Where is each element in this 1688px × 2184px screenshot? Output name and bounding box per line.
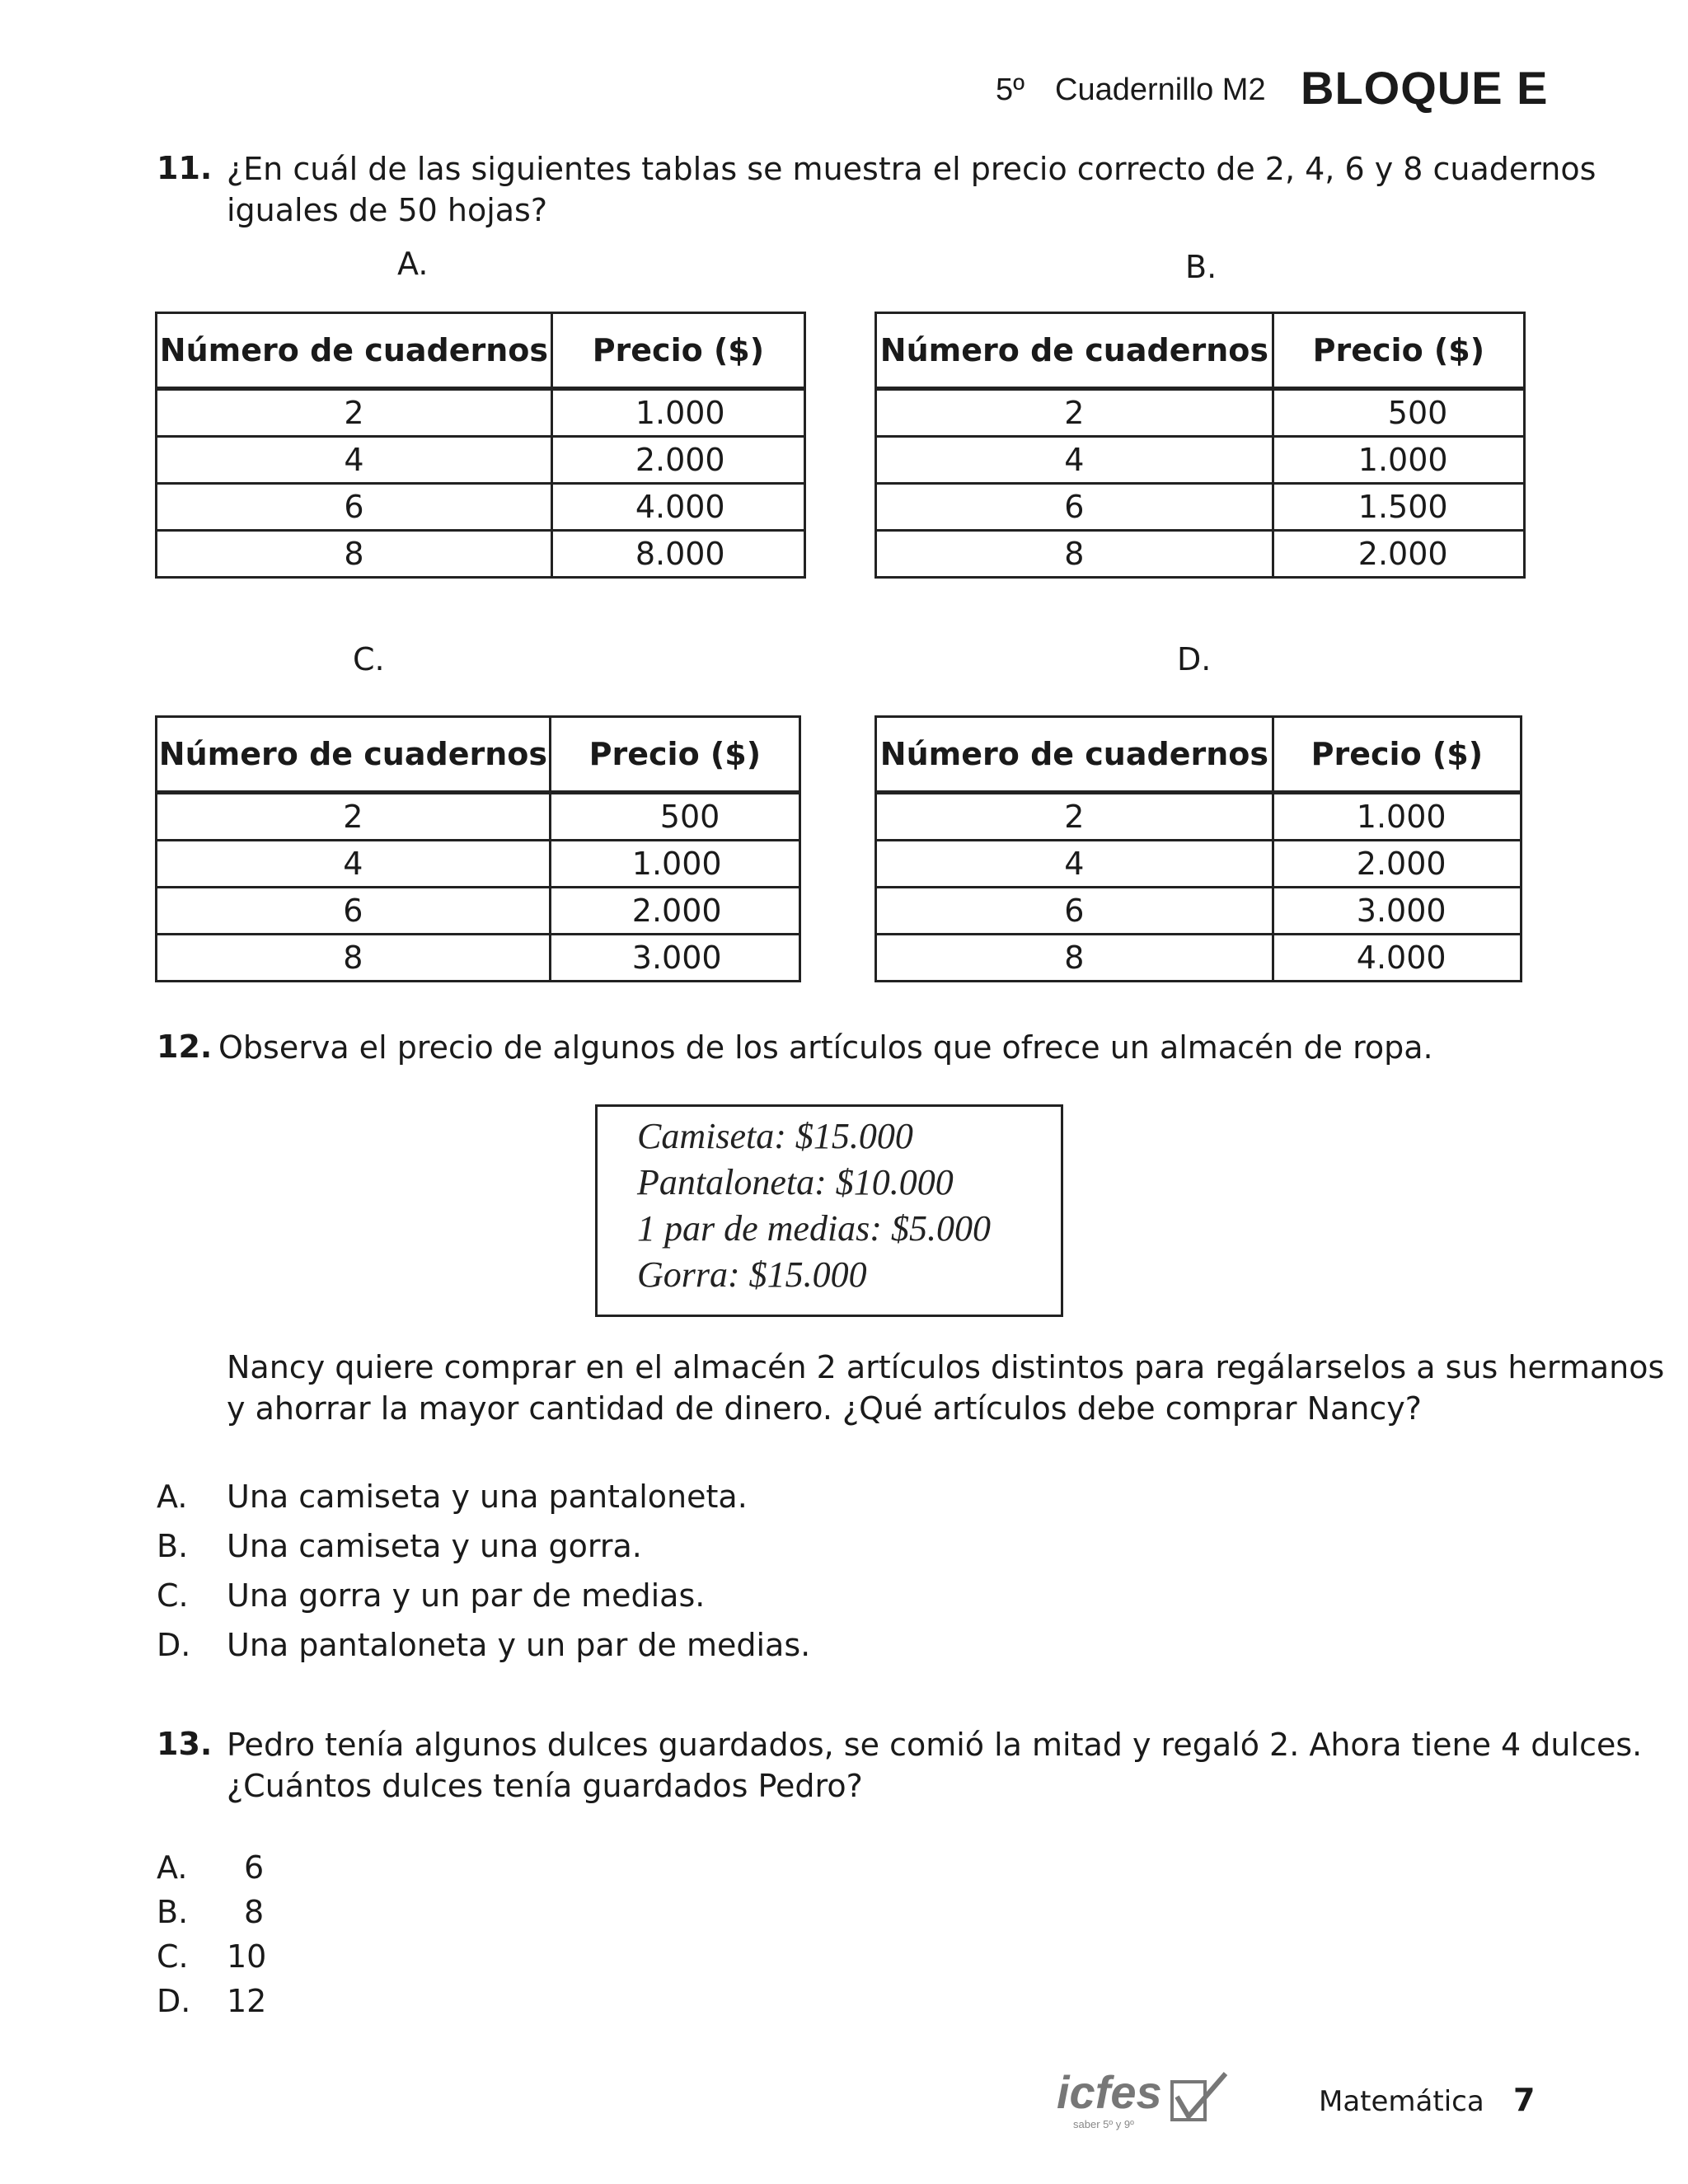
table-row	[157, 841, 800, 888]
price-cell: 1.000	[1273, 437, 1524, 484]
option-letter: C.	[157, 1938, 189, 1975]
qty-cell: 8	[157, 531, 552, 578]
table-row	[157, 935, 800, 982]
col-header-price: Precio ($)	[550, 717, 799, 793]
table-row	[876, 531, 1525, 578]
qty-cell: 8	[157, 935, 551, 982]
table-row	[157, 793, 800, 841]
option-letter: D.	[157, 1983, 191, 2019]
table-row	[876, 935, 1522, 982]
table-row	[876, 888, 1522, 935]
price-item: 1 par de medias: $5.000	[637, 1208, 991, 1249]
price-cell: 2.000	[1273, 531, 1524, 578]
price-cell: 8.000	[551, 531, 804, 578]
table-a-label: A.	[397, 246, 429, 282]
question-12-text-line1: Nancy quiere comprar en el almacén 2 artículos distintos para regálarselos a sus hermanos	[227, 1349, 1665, 1385]
checkmark-icon	[1177, 2074, 1226, 2116]
block-title: BLOQUE E	[1301, 62, 1549, 114]
price-cell: 1.000	[1273, 793, 1521, 841]
price-table-d	[874, 715, 1522, 982]
icfes-logo	[1057, 2067, 1230, 2135]
option-text: 10	[227, 1938, 267, 1975]
price-table-c	[155, 715, 801, 982]
table-row	[157, 389, 805, 437]
qty-cell: 8	[876, 531, 1273, 578]
option-text: Una camiseta y una pantaloneta.	[227, 1479, 748, 1515]
qty-cell: 6	[876, 888, 1273, 935]
price-cell: 4.000	[1273, 935, 1521, 982]
col-header-price: Precio ($)	[551, 313, 804, 389]
option-text: 12	[227, 1983, 267, 2019]
question-11-text-line1: ¿En cuál de las siguientes tablas se muestra el precio correcto de 2, 4, 6 y 8 cuadernos	[227, 151, 1597, 187]
qty-cell: 2	[876, 389, 1273, 437]
col-header-qty: Número de cuadernos	[876, 313, 1273, 389]
qty-cell: 2	[157, 793, 551, 841]
col-header-qty: Número de cuadernos	[876, 717, 1273, 793]
price-item: Camiseta: $15.000	[637, 1116, 913, 1156]
price-cell: 500	[550, 793, 799, 841]
price-cell: 1.500	[1273, 484, 1524, 531]
table-d-label: D.	[1177, 641, 1212, 677]
price-table-a	[155, 312, 806, 579]
option-text: Una pantaloneta y un par de medias.	[227, 1627, 811, 1663]
table-row	[157, 437, 805, 484]
option-letter: C.	[157, 1577, 189, 1614]
icfes-logo-graphic	[1057, 2067, 1230, 2135]
qty-cell: 4	[157, 437, 552, 484]
price-table-b	[874, 312, 1526, 579]
option-text: Una camiseta y una gorra.	[227, 1528, 642, 1564]
table-row	[876, 437, 1525, 484]
table-c-label: C.	[353, 641, 385, 677]
question-13-text-line2: ¿Cuántos dulces tenía guardados Pedro?	[227, 1768, 863, 1804]
table-row	[876, 841, 1522, 888]
price-cell: 3.000	[1273, 888, 1521, 935]
question-11-text-line2: iguales de 50 hojas?	[227, 192, 548, 228]
question-13-text-line1: Pedro tenía algunos dulces guardados, se comió la mitad y regaló 2. Ahora tiene 4 dulces.	[227, 1727, 1643, 1763]
qty-cell: 4	[876, 841, 1273, 888]
table-b-label: B.	[1185, 249, 1217, 285]
option-letter: B.	[157, 1528, 189, 1564]
logo-subtext: saber 5º y 9º	[1073, 2118, 1134, 2130]
question-13-number: 13.	[157, 1726, 213, 1762]
table-row	[157, 484, 805, 531]
price-cell: 1.000	[550, 841, 799, 888]
page-number: 7	[1513, 2082, 1536, 2118]
qty-cell: 4	[157, 841, 551, 888]
price-item: Pantaloneta: $10.000	[637, 1162, 954, 1202]
price-cell: 4.000	[551, 484, 804, 531]
qty-cell: 6	[157, 484, 552, 531]
qty-cell: 2	[876, 793, 1273, 841]
qty-cell: 6	[157, 888, 551, 935]
qty-cell: 8	[876, 935, 1273, 982]
price-cell: 2.000	[550, 888, 799, 935]
option-letter: A.	[157, 1479, 188, 1515]
option-text: 8	[244, 1894, 265, 1930]
option-letter: A.	[157, 1849, 188, 1886]
logo-wordmark: icfes	[1057, 2067, 1162, 2118]
qty-cell: 6	[876, 484, 1273, 531]
question-12-text-line2: y ahorrar la mayor cantidad de dinero. ¿Qué artículos debe comprar Nancy?	[227, 1390, 1422, 1427]
table-row	[876, 389, 1525, 437]
table-row	[157, 531, 805, 578]
question-12-number: 12.	[157, 1029, 213, 1065]
booklet-label: Cuadernillo M2	[1055, 73, 1266, 107]
subject-label: Matemática	[1319, 2085, 1484, 2118]
question-12-intro: Observa el precio de algunos de los artículos que ofrece un almacén de ropa.	[218, 1029, 1433, 1066]
col-header-qty: Número de cuadernos	[157, 313, 552, 389]
col-header-price: Precio ($)	[1273, 313, 1524, 389]
price-list-box	[595, 1104, 1063, 1317]
price-cell: 2.000	[1273, 841, 1521, 888]
price-cell: 2.000	[551, 437, 804, 484]
grade-label: 5º	[996, 73, 1025, 107]
option-text: Una gorra y un par de medias.	[227, 1577, 706, 1614]
option-text: 6	[244, 1849, 265, 1886]
price-cell: 1.000	[551, 389, 804, 437]
question-11-number: 11.	[157, 150, 213, 186]
option-letter: D.	[157, 1627, 191, 1663]
table-row	[876, 793, 1522, 841]
table-row	[876, 484, 1525, 531]
price-cell: 3.000	[550, 935, 799, 982]
table-row	[157, 888, 800, 935]
qty-cell: 4	[876, 437, 1273, 484]
option-letter: B.	[157, 1894, 189, 1930]
price-cell: 500	[1273, 389, 1524, 437]
price-item: Gorra: $15.000	[637, 1254, 867, 1295]
qty-cell: 2	[157, 389, 552, 437]
col-header-price: Precio ($)	[1273, 717, 1521, 793]
col-header-qty: Número de cuadernos	[157, 717, 551, 793]
